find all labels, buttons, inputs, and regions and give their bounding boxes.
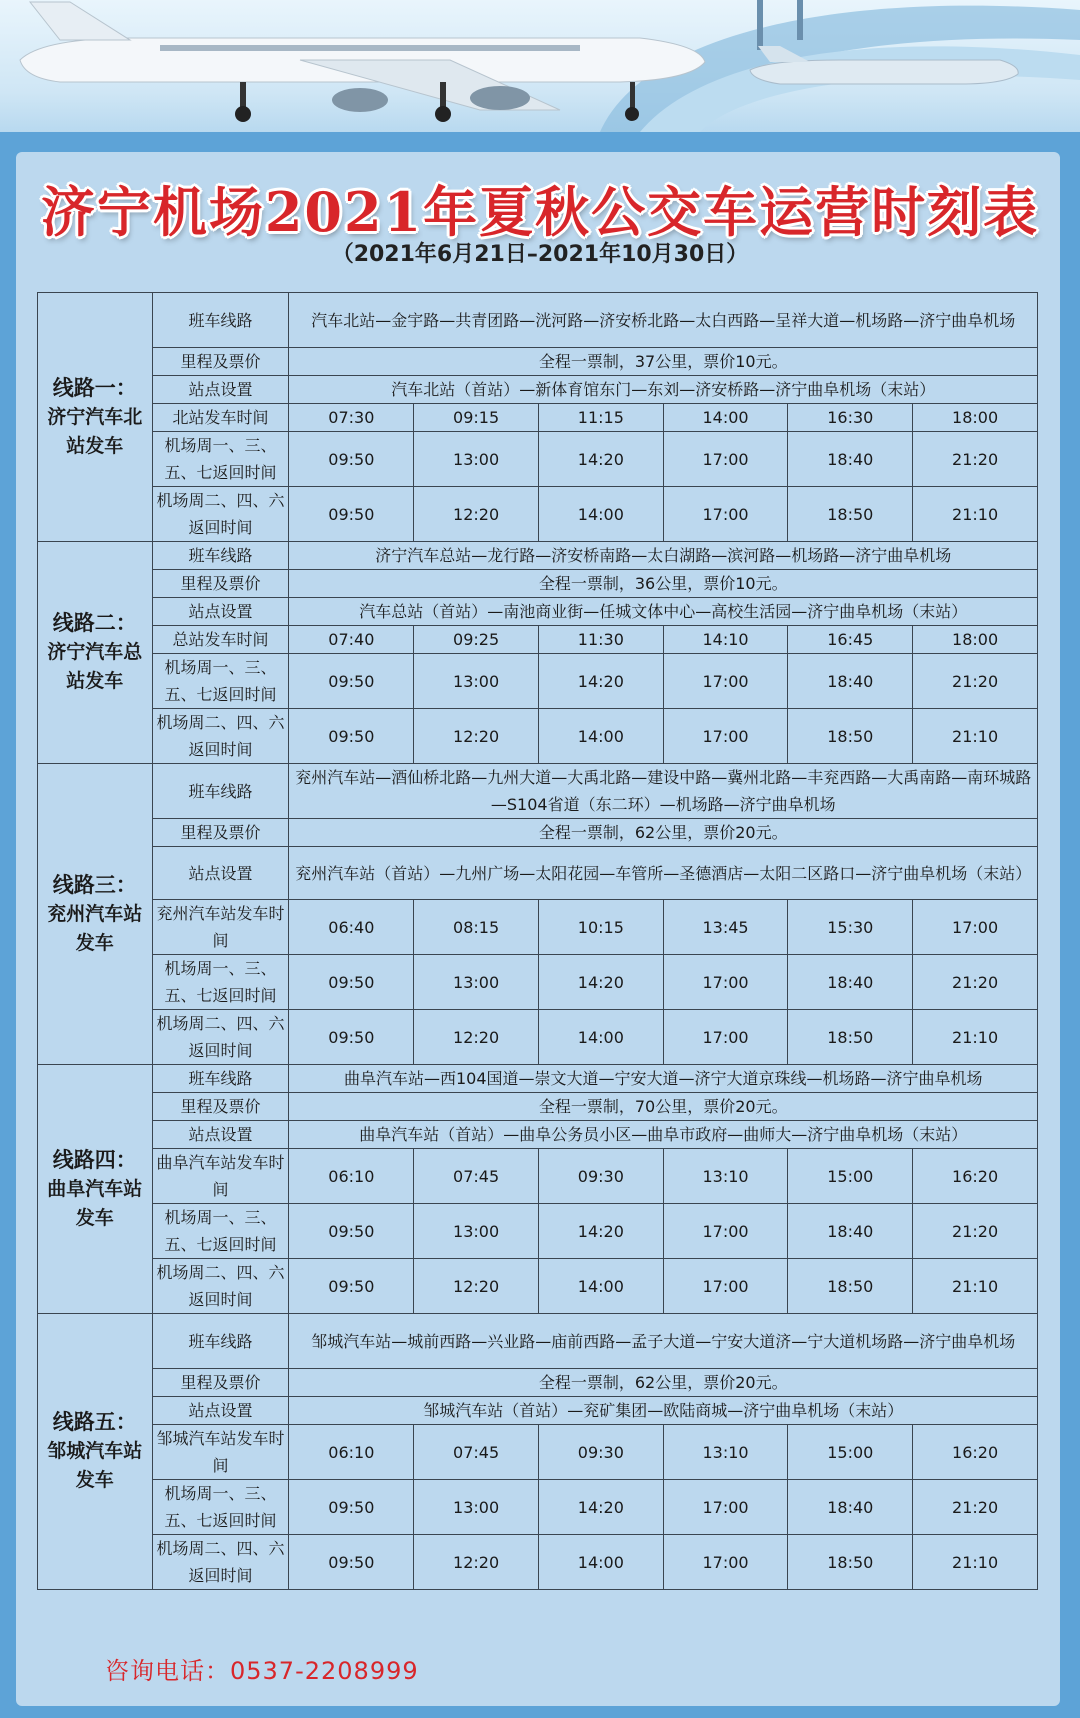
label-ret1: 机场周一、三、五、七返回时间 — [152, 1204, 289, 1259]
time-cell: 14:20 — [538, 955, 663, 1010]
time-cell: 09:25 — [414, 626, 539, 654]
route-origin: 济宁汽车总站发车 — [47, 641, 143, 692]
time-cell: 18:50 — [788, 709, 913, 764]
time-cell: 17:00 — [663, 1204, 788, 1259]
table-row — [38, 847, 1038, 900]
time-cell: 12:20 — [414, 1010, 539, 1065]
time-cell: 09:15 — [414, 404, 539, 432]
time-cell: 07:30 — [289, 404, 414, 432]
time-cell: 17:00 — [663, 487, 788, 542]
time-cell: 17:00 — [663, 1480, 788, 1535]
time-cell: 12:20 — [414, 1259, 539, 1314]
table-row — [38, 1480, 1038, 1535]
time-cell: 07:45 — [414, 1425, 539, 1480]
route-number: 线路四： — [52, 1147, 137, 1172]
route-line: 兖州汽车站—酒仙桥北路—九州大道—大禹北路—建设中路—冀州北路—丰兖西路—大禹南路—南环城路—S104省道（东二环）—机场路—济宁曲阜机场 — [289, 764, 1038, 819]
time-cell: 07:45 — [414, 1149, 539, 1204]
route-line: 曲阜汽车站—西104国道—崇文大道—宁安大道—济宁大道京珠线—机场路—济宁曲阜机场 — [289, 1065, 1038, 1093]
time-cell: 09:50 — [289, 1010, 414, 1065]
route-name-cell — [38, 1065, 153, 1314]
table-row — [38, 293, 1038, 348]
time-cell: 09:50 — [289, 1204, 414, 1259]
time-cell: 21:10 — [913, 1010, 1038, 1065]
time-cell: 16:30 — [788, 404, 913, 432]
time-cell: 15:00 — [788, 1149, 913, 1204]
time-cell: 13:10 — [663, 1149, 788, 1204]
label-stops: 站点设置 — [152, 847, 289, 900]
time-cell: 06:10 — [289, 1425, 414, 1480]
route-origin: 邹城汽车站发车 — [47, 1440, 143, 1491]
stops-info: 邹城汽车站（首站）—兖矿集团—欧陆商城—济宁曲阜机场（末站） — [289, 1397, 1038, 1425]
time-cell: 06:40 — [289, 900, 414, 955]
time-cell: 12:20 — [414, 487, 539, 542]
label-ret2: 机场周二、四、六返回时间 — [152, 1010, 289, 1065]
time-cell: 18:40 — [788, 955, 913, 1010]
time-cell: 06:10 — [289, 1149, 414, 1204]
time-cell: 09:50 — [289, 1480, 414, 1535]
page-subtitle: （2021年6月21日–2021年10月30日） — [331, 242, 749, 267]
table-row — [38, 348, 1038, 376]
time-cell: 18:40 — [788, 1204, 913, 1259]
route-name-cell — [38, 293, 153, 542]
label-ret1: 机场周一、三、五、七返回时间 — [152, 955, 289, 1010]
label-line: 班车线路 — [152, 542, 289, 570]
route-origin: 曲阜汽车站发车 — [47, 1177, 143, 1229]
time-cell: 21:20 — [913, 654, 1038, 709]
time-cell: 17:00 — [663, 1010, 788, 1065]
time-cell: 13:00 — [414, 955, 539, 1010]
stops-info: 汽车总站（首站）—南池商业街—任城文体中心—高校生活园—济宁曲阜机场（末站） — [289, 598, 1038, 626]
time-cell: 14:00 — [538, 709, 663, 764]
fare-info: 全程一票制，62公里，票价20元。 — [289, 1369, 1038, 1397]
table-row — [38, 955, 1038, 1010]
time-cell: 18:40 — [788, 432, 913, 487]
table-row — [38, 570, 1038, 598]
time-cell: 21:10 — [913, 1259, 1038, 1314]
time-cell: 18:00 — [913, 404, 1038, 432]
stops-info: 曲阜汽车站（首站）—曲阜公务员小区—曲阜市政府—曲师大—济宁曲阜机场（末站） — [289, 1121, 1038, 1149]
route-number: 线路一： — [52, 375, 137, 400]
page-title: 济宁机场2021年夏秋公交车运营时刻表 — [40, 180, 1040, 244]
airplane-illustration — [0, 0, 1080, 132]
time-cell: 14:00 — [538, 1010, 663, 1065]
route-name-cell — [38, 542, 153, 764]
route-line: 邹城汽车站—城前西路—兴业路—庙前西路—孟子大道—宁安大道济—宁大道机场路—济宁曲阜机场 — [289, 1314, 1038, 1369]
time-cell: 18:50 — [788, 487, 913, 542]
time-cell: 21:20 — [913, 1480, 1038, 1535]
route-origin: 济宁汽车北站发车 — [47, 405, 143, 457]
route-number: 线路五： — [52, 1410, 137, 1434]
time-cell: 16:20 — [913, 1425, 1038, 1480]
label-line: 班车线路 — [152, 1314, 289, 1369]
time-cell: 09:30 — [538, 1149, 663, 1204]
time-cell: 07:40 — [289, 626, 414, 654]
label-depart: 邹城汽车站发车时间 — [152, 1425, 289, 1480]
label-depart: 兖州汽车站发车时间 — [152, 900, 289, 955]
time-cell: 18:50 — [788, 1010, 913, 1065]
time-cell: 17:00 — [663, 709, 788, 764]
label-ret2: 机场周二、四、六返回时间 — [152, 1535, 289, 1590]
label-depart: 总站发车时间 — [152, 626, 289, 654]
time-cell: 21:20 — [913, 432, 1038, 487]
contact-phone: 咨询电话：0537-2208999 — [105, 1657, 419, 1685]
time-cell: 17:00 — [663, 1535, 788, 1590]
route-line: 济宁汽车总站—龙行路—济安桥南路—太白湖路—滨河路—机场路—济宁曲阜机场 — [289, 542, 1038, 570]
time-cell: 17:00 — [913, 900, 1038, 955]
time-cell: 21:20 — [913, 955, 1038, 1010]
label-line: 班车线路 — [152, 764, 289, 819]
label-fare: 里程及票价 — [152, 570, 289, 598]
time-cell: 08:15 — [414, 900, 539, 955]
time-cell: 13:00 — [414, 1480, 539, 1535]
label-stops: 站点设置 — [152, 376, 289, 404]
route-line: 汽车北站—金宇路—共青团路—洸河路—济安桥北路—太白西路—呈祥大道—机场路—济宁曲阜机场 — [289, 293, 1038, 348]
table-row — [38, 1121, 1038, 1149]
time-cell: 09:50 — [289, 1259, 414, 1314]
table-row — [38, 487, 1038, 542]
time-cell: 10:15 — [538, 900, 663, 955]
table-row — [38, 764, 1038, 819]
table-row — [38, 598, 1038, 626]
label-ret1: 机场周一、三、五、七返回时间 — [152, 1480, 289, 1535]
label-line: 班车线路 — [152, 293, 289, 348]
route-number: 线路二： — [52, 611, 137, 635]
time-cell: 18:00 — [913, 626, 1038, 654]
time-cell: 09:50 — [289, 1535, 414, 1590]
table-row — [38, 1369, 1038, 1397]
time-cell: 14:00 — [663, 404, 788, 432]
table-row — [38, 542, 1038, 570]
label-ret1: 机场周一、三、五、七返回时间 — [152, 654, 289, 709]
fare-info: 全程一票制，70公里，票价20元。 — [289, 1093, 1038, 1121]
label-depart: 曲阜汽车站发车时间 — [152, 1149, 289, 1204]
time-cell: 12:20 — [414, 1535, 539, 1590]
label-stops: 站点设置 — [152, 1397, 289, 1425]
table-row — [38, 819, 1038, 847]
table-row — [38, 1065, 1038, 1093]
time-cell: 16:45 — [788, 626, 913, 654]
label-ret2: 机场周二、四、六返回时间 — [152, 487, 289, 542]
label-stops: 站点设置 — [152, 598, 289, 626]
time-cell: 15:30 — [788, 900, 913, 955]
table-row — [38, 654, 1038, 709]
label-ret1: 机场周一、三、五、七返回时间 — [152, 432, 289, 487]
time-cell: 21:10 — [913, 487, 1038, 542]
fare-info: 全程一票制，62公里，票价20元。 — [289, 819, 1038, 847]
time-cell: 09:50 — [289, 487, 414, 542]
stops-info: 汽车北站（首站）—新体育馆东门—东刘—济安桥路—济宁曲阜机场（末站） — [289, 376, 1038, 404]
time-cell: 14:20 — [538, 654, 663, 709]
table-row — [38, 1259, 1038, 1314]
table-row — [38, 1149, 1038, 1204]
table-row — [38, 1425, 1038, 1480]
label-ret2: 机场周二、四、六返回时间 — [152, 709, 289, 764]
table-row — [38, 1010, 1038, 1065]
time-cell: 17:00 — [663, 432, 788, 487]
time-cell: 14:20 — [538, 1480, 663, 1535]
table-row — [38, 404, 1038, 432]
table-row — [38, 432, 1038, 487]
time-cell: 09:50 — [289, 654, 414, 709]
table-row — [38, 1204, 1038, 1259]
time-cell: 14:20 — [538, 1204, 663, 1259]
time-cell: 14:00 — [538, 1259, 663, 1314]
route-number: 线路三： — [52, 872, 137, 897]
stops-info: 兖州汽车站（首站）—九州广场—太阳花园—车管所—圣德酒店—太阳二区路口—济宁曲阜机场（末站） — [289, 847, 1038, 900]
time-cell: 14:20 — [538, 432, 663, 487]
label-fare: 里程及票价 — [152, 1369, 289, 1397]
table-row — [38, 1535, 1038, 1590]
time-cell: 17:00 — [663, 955, 788, 1010]
label-fare: 里程及票价 — [152, 1093, 289, 1121]
timetable — [37, 292, 1038, 1590]
time-cell: 14:00 — [538, 487, 663, 542]
time-cell: 21:10 — [913, 1535, 1038, 1590]
time-cell: 18:40 — [788, 654, 913, 709]
time-cell: 17:00 — [663, 654, 788, 709]
time-cell: 09:50 — [289, 432, 414, 487]
time-cell: 12:20 — [414, 709, 539, 764]
table-row — [38, 626, 1038, 654]
route-origin: 兖州汽车站发车 — [47, 902, 143, 954]
time-cell: 09:50 — [289, 955, 414, 1010]
time-cell: 18:40 — [788, 1480, 913, 1535]
time-cell: 18:50 — [788, 1259, 913, 1314]
table-row — [38, 1314, 1038, 1369]
label-line: 班车线路 — [152, 1065, 289, 1093]
table-row — [38, 1093, 1038, 1121]
time-cell: 13:10 — [663, 1425, 788, 1480]
time-cell: 13:45 — [663, 900, 788, 955]
table-row — [38, 1397, 1038, 1425]
time-cell: 09:50 — [289, 709, 414, 764]
time-cell: 16:20 — [913, 1149, 1038, 1204]
label-stops: 站点设置 — [152, 1121, 289, 1149]
time-cell: 09:30 — [538, 1425, 663, 1480]
airport-banner — [0, 0, 1080, 132]
route-name-cell — [38, 764, 153, 1065]
time-cell: 11:15 — [538, 404, 663, 432]
time-cell: 21:20 — [913, 1204, 1038, 1259]
label-fare: 里程及票价 — [152, 819, 289, 847]
table-row — [38, 900, 1038, 955]
time-cell: 14:00 — [538, 1535, 663, 1590]
label-ret2: 机场周二、四、六返回时间 — [152, 1259, 289, 1314]
time-cell: 14:10 — [663, 626, 788, 654]
time-cell: 13:00 — [414, 654, 539, 709]
time-cell: 13:00 — [414, 432, 539, 487]
label-fare: 里程及票价 — [152, 348, 289, 376]
fare-info: 全程一票制，36公里，票价10元。 — [289, 570, 1038, 598]
time-cell: 13:00 — [414, 1204, 539, 1259]
time-cell: 15:00 — [788, 1425, 913, 1480]
time-cell: 18:50 — [788, 1535, 913, 1590]
time-cell: 17:00 — [663, 1259, 788, 1314]
fare-info: 全程一票制，37公里，票价10元。 — [289, 348, 1038, 376]
time-cell: 21:10 — [913, 709, 1038, 764]
table-row — [38, 709, 1038, 764]
time-cell: 11:30 — [538, 626, 663, 654]
table-row — [38, 376, 1038, 404]
route-name-cell — [38, 1314, 153, 1590]
label-depart: 北站发车时间 — [152, 404, 289, 432]
